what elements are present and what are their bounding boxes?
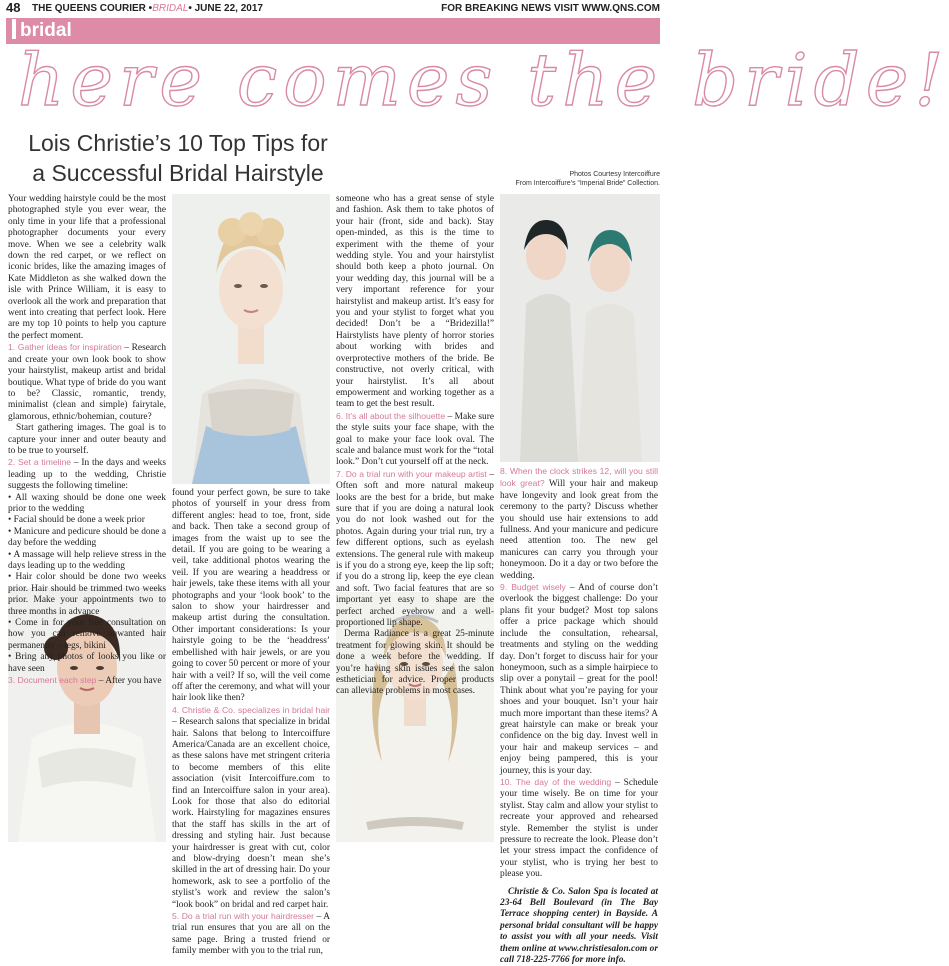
bride-updo-photo	[172, 194, 330, 484]
two-brides-photo	[500, 194, 660, 462]
tip-2-text: – In the days and weeks leading up to the wedding, Christie suggests the following timeline:	[8, 458, 166, 492]
tip-1	[8, 342, 166, 423]
publication-name: THE QUEENS COURIER •	[32, 3, 153, 14]
column-2	[172, 488, 330, 958]
tip-3-continued: found your perfect gown, be sure to take photos of yourself in your dress from different angles: head to toe, front, side and back. Then take a second group of images from the waist up to see the detail. If you are going to be wearing a veil, take additional photos wearing the veil. If you are wearing a headdress or hair jewels, take these items with all your photographs and your ‘look book’ to the salon to show your hairdresser and makeup artist during the consultation. Other important considerations: Is your hairstyle going to be the ‘headdress’ embellished with hair jewels, or are you going to cover 50 percent or more of your hair with a veil? If so, will the veil come off after the ceremony, and what will your hair look like then?	[172, 488, 331, 704]
tip-7	[336, 469, 494, 630]
tip-3-heading: 3. Document each step	[8, 675, 97, 686]
tip-10	[500, 777, 658, 881]
script-banner	[6, 38, 949, 132]
tip-2	[8, 457, 166, 492]
tip-7-heading: 7. Do a trial run with your makeup artist	[336, 468, 487, 479]
tip-9-heading: 9. Budget wisely	[500, 582, 566, 593]
article-title: Lois Christie’s 10 Top Tips for a Successful Bridal Hairstyle	[28, 130, 328, 186]
website-promo: FOR BREAKING NEWS VISIT WWW.QNS.COM	[441, 3, 660, 14]
tip-6	[336, 411, 494, 469]
photo-credit	[492, 170, 660, 188]
bullet-photos: • Bring any photos of looks you like or have seen	[8, 652, 166, 675]
tip-1-text: – Research and create your own look book to show your hairstylist, makeup artist and bridal boutique. What type of bride do you want to be? Classic, romantic, trendy, minimalist (clean and simple) fairytale, glamorous, ethnic/bohemian, couture?	[8, 343, 167, 422]
column-3	[336, 194, 494, 698]
credit-line-2: From Intercoiffure’s “Imperial Bride” Collection.	[515, 180, 660, 187]
tip-10-heading: 10. The day of the wedding	[500, 776, 612, 787]
tip-4-heading: 4. Christie & Co. specializes in bridal hair	[172, 704, 330, 715]
tip-7-continued: Derma Radiance is a great 25-minute treatment for glowing skin. It should be done a week before the wedding. If you’re having skin issues see the salon esthetician for advice. Proper products can alleviate problems in most cases.	[336, 629, 494, 697]
section-name: BRIDAL	[152, 3, 189, 14]
tip-1-continued: Start gathering images. The goal is to capture your inner and outer beauty and to be true to yourself.	[8, 423, 166, 456]
bullet-hair-color: • Hair color should be done two weeks prior. Hair should be trimmed two weeks prior. Make your appointments two to three months in advance	[8, 572, 166, 618]
tip-5-heading: 5. Do a trial run with your hairdresser	[172, 911, 315, 922]
tip-10-text: – Schedule your time wisely. Be on time for your stylist. Stay calm and allow your stylist to recreate your approved and rehearsed style. Remember the stylist is under pressure to recreate the look. Please don’t let your stress impact the confidence of your stylist, who is trying her best to please you.	[500, 777, 658, 880]
bullet-facial: • Facial should be done a week prior	[8, 515, 166, 526]
banner-text: here comes the bride!	[18, 38, 949, 122]
tip-9	[500, 582, 658, 777]
bullet-consultation: • Come in for your free consultation on how you can remove unwanted hair permanently – legs, bikini	[8, 618, 166, 652]
tip-1-heading: 1. Gather ideas for inspiration	[8, 342, 122, 353]
tip-6-text: – Make sure the style suits your face shape, with the goal to make your face look oval. The scale and balance must work for the “total look.” Don’t cut yourself off at the neck.	[336, 411, 495, 468]
tip-5-text-start: – A trial run ensures that you are all on the same page. Bring a trusted friend or family member with you to the trial run,	[172, 912, 330, 957]
tip-8-text: Will your hair and makeup have longevity and look great from the ceremony to the party? Discuss whether you should use hair extensions to add fullness. And your manicure and pedicure need attention too. The new gel manicures can carry you through your honeymoon. Do it a day or two before the wedding.	[500, 479, 658, 581]
page-number: 48	[6, 0, 21, 15]
page-header	[6, 0, 660, 16]
column-4	[500, 466, 658, 966]
tip-4-text: – Research salons that specialize in bridal hair. Salons that belong to Intercoiffure America/Canada are an excellent choice, as these salons have met stringent criteria to become members of this elite association (visit Intercoiffure.com to find an Intercoiffure salon in your area). Look for those that also do editorial work. Hairstyling for magazines ensures that the staff has skills in the art of dressing and styling hair. Just because your hairdresser is great with cut, color and blow-drying doesn’t mean she’s skilled in the art of dressing hair. Do your homework, ask to see a portfolio of the stylist’s work and review the salon’s “look book” on bridal and red carpet hair.	[172, 717, 330, 910]
tip-6-heading: 6. It’s all about the silhouette	[336, 410, 446, 421]
bullet-massage: • A massage will help relieve stress in the days leading up to the wedding	[8, 550, 166, 573]
salon-info: Christie & Co. Salon Spa is located at 23-64 Bell Boulevard (in The Bay Terrace shopping center) in Bayside. A personal bridal consultant will be happy to assist you with all your needs. Visit them online at www.christiesalon.com or call 718-225-7766 for more info.	[500, 886, 658, 966]
tip-7-text: – Often soft and more natural makeup looks are the best for a bride, but make sure that if you are doing a natural look you do not look washed out for the photos. Again during your trial run, try a few different options, such as eyelash extensions. The general rule with makeup is if you do a strong eye, keep the lip soft; if you do a strong lip, keep the eye clean and soft. Two facial features that are so important yet easy to shape are the perfect arched eyebrow and a well-proportioned lip shape.	[336, 469, 495, 629]
tip-8	[500, 466, 658, 582]
issue-date: • JUNE 22, 2017	[188, 3, 263, 14]
tip-5	[172, 911, 330, 958]
intro-paragraph: Your wedding hairstyle could be the most photographed style you ever wear, the only time in your life that a professional photographer documents your every move. When we see a celebrity walk down the red carpet, or we reflect on iconic brides, like the amazing images of Kate Middleton as she walked down the isle with Prince William, it is easy to overlook all the work and preparation that went into creating that perfect look. Here are my top 10 points to help you capture the perfect moment.	[8, 194, 166, 341]
tip-2-heading: 2. Set a timeline	[8, 457, 72, 468]
bullet-manicure: • Manicure and pedicure should be done a day before the wedding	[8, 527, 166, 550]
tip-8-heading: 8. When the clock strikes 12, will you still look great?	[500, 466, 658, 489]
credit-line-1: Photos Courtesy Intercoiffure	[569, 171, 660, 178]
section-label: bridal	[6, 18, 78, 44]
tip-9-text: – And of course don’t overlook the biggest challenge: Do your plans fit your budget? Most top salons offer a price package which should include the consultation, rehearsal, treatments and styling on the wedding day. Don’t forget to discuss hair for your honeymoon, such as a simple hairpiece to slip over a ponytail – great for the pool! Think about what you’re paying for your shoes and your bouquet. Isn’t your hair much more important than these items? A great hairstyle can make or break your confidence on the big day. Invest well in your hair and makeup services – and enjoy being pampered, this is your journey, this is your day.	[500, 583, 658, 776]
bullet-waxing: • All waxing should be done one week prior to the wedding	[8, 493, 166, 516]
publication-line	[32, 3, 263, 14]
tip-4	[172, 705, 330, 911]
tip-3-text-start: – After you have	[96, 676, 162, 687]
tip-5-continued: someone who has a great sense of style and fashion. Ask them to take photos of your hair (front, side and back). Stay open-minded, as this is the time to experiment with the theme of your wedding style. You and your hairstylist should both keep a photo journal. On your wedding day, this journal will be a very important reference for your hairstylist and makeup artist. It’s easy for you and your stylist to forget what you decided! Don’t be a “Bridezilla!” Hairstylists have plenty of horror stories about working with brides and overprotective mothers of the bride. Be constructive, not overly critical, with your hairstylist. It’s all about empowerment and working together as a team to get the best result.	[336, 194, 494, 410]
tip-3	[8, 675, 166, 687]
column-1	[8, 194, 166, 687]
